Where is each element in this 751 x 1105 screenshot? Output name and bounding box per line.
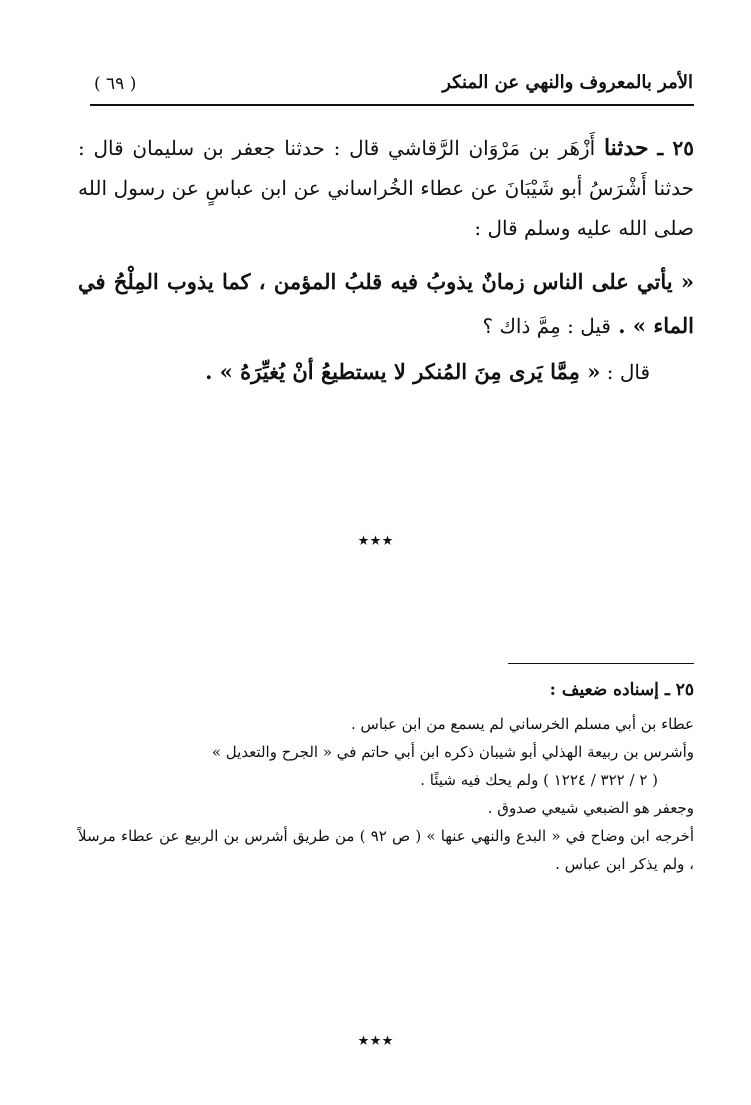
isnad-paragraph — [78, 128, 694, 248]
hadith-body — [78, 128, 694, 394]
footnote-line: عطاء بن أبي مسلم الخرساني لم يسمع من ابن عباس . — [351, 715, 694, 733]
footnote-divider — [508, 663, 694, 664]
matn-paragraph — [78, 260, 694, 348]
reply-text: « مِمَّا يَرى مِنَ المُنكر لا يستطيعُ أنْ يُغيِّرَهُ » . — [205, 359, 601, 384]
footnote-line: أخرجه ابن وضاح في « البدع والنهي عنها » ( ص ٩٢ ) من طريق أشرس بن الربيع عن عطاء مرسلاً ، ولم يذكر ابن عباس . — [78, 827, 694, 873]
footnote-line: وأشرس بن ربيعة الهذلي أبو شيبان ذكره ابن أبي حاتم في « الجرح والتعديل » — [211, 743, 694, 761]
header-divider — [90, 104, 694, 106]
reply-paragraph — [78, 350, 694, 394]
footnote-heading: ٢٥ ـ إسناده ضعيف : — [549, 680, 694, 700]
section-separator-bottom: ٭٭٭ — [357, 1028, 394, 1053]
reply-prefix: قال : — [606, 360, 650, 384]
running-header — [90, 72, 693, 102]
isnad-text: أَزْهَر بن مَرْوَان الرَّقاشي قال : حدثنا جعفر بن سليمان قال : حدثنا أَشْرَسُ أبو شَيْبَانَ عن عطاء الخُراساني عن ابن عباسٍ عن رسول الله صلى الله عليه وسلم قال : — [78, 136, 694, 240]
section-separator-top: ٭٭٭ — [357, 528, 394, 553]
lead-word: حدثنا — [603, 135, 649, 161]
footnote-line: ( ٢ / ٣٢٢ / ١٢٢٤ ) ولم يحك فيه شيئًا . — [420, 771, 658, 789]
header-title: الأمر بالمعروف والنهي عن المنكر — [442, 72, 693, 93]
footnote-line: وجعفر هو الضبعي شيعي صدوق . — [487, 799, 694, 817]
footnotes — [78, 676, 694, 878]
page-number: ( ٦٩ ) — [94, 74, 137, 94]
matn-text: « يأتي على الناس زمانٌ يذوبُ فيه قلبُ المؤمن ، كما يذوب المِلْحُ في الماء » . — [78, 269, 694, 338]
question-text: قيل : مِمَّ ذاك ؟ — [482, 314, 611, 338]
hadith-number: ٢٥ ـ — [657, 136, 695, 160]
